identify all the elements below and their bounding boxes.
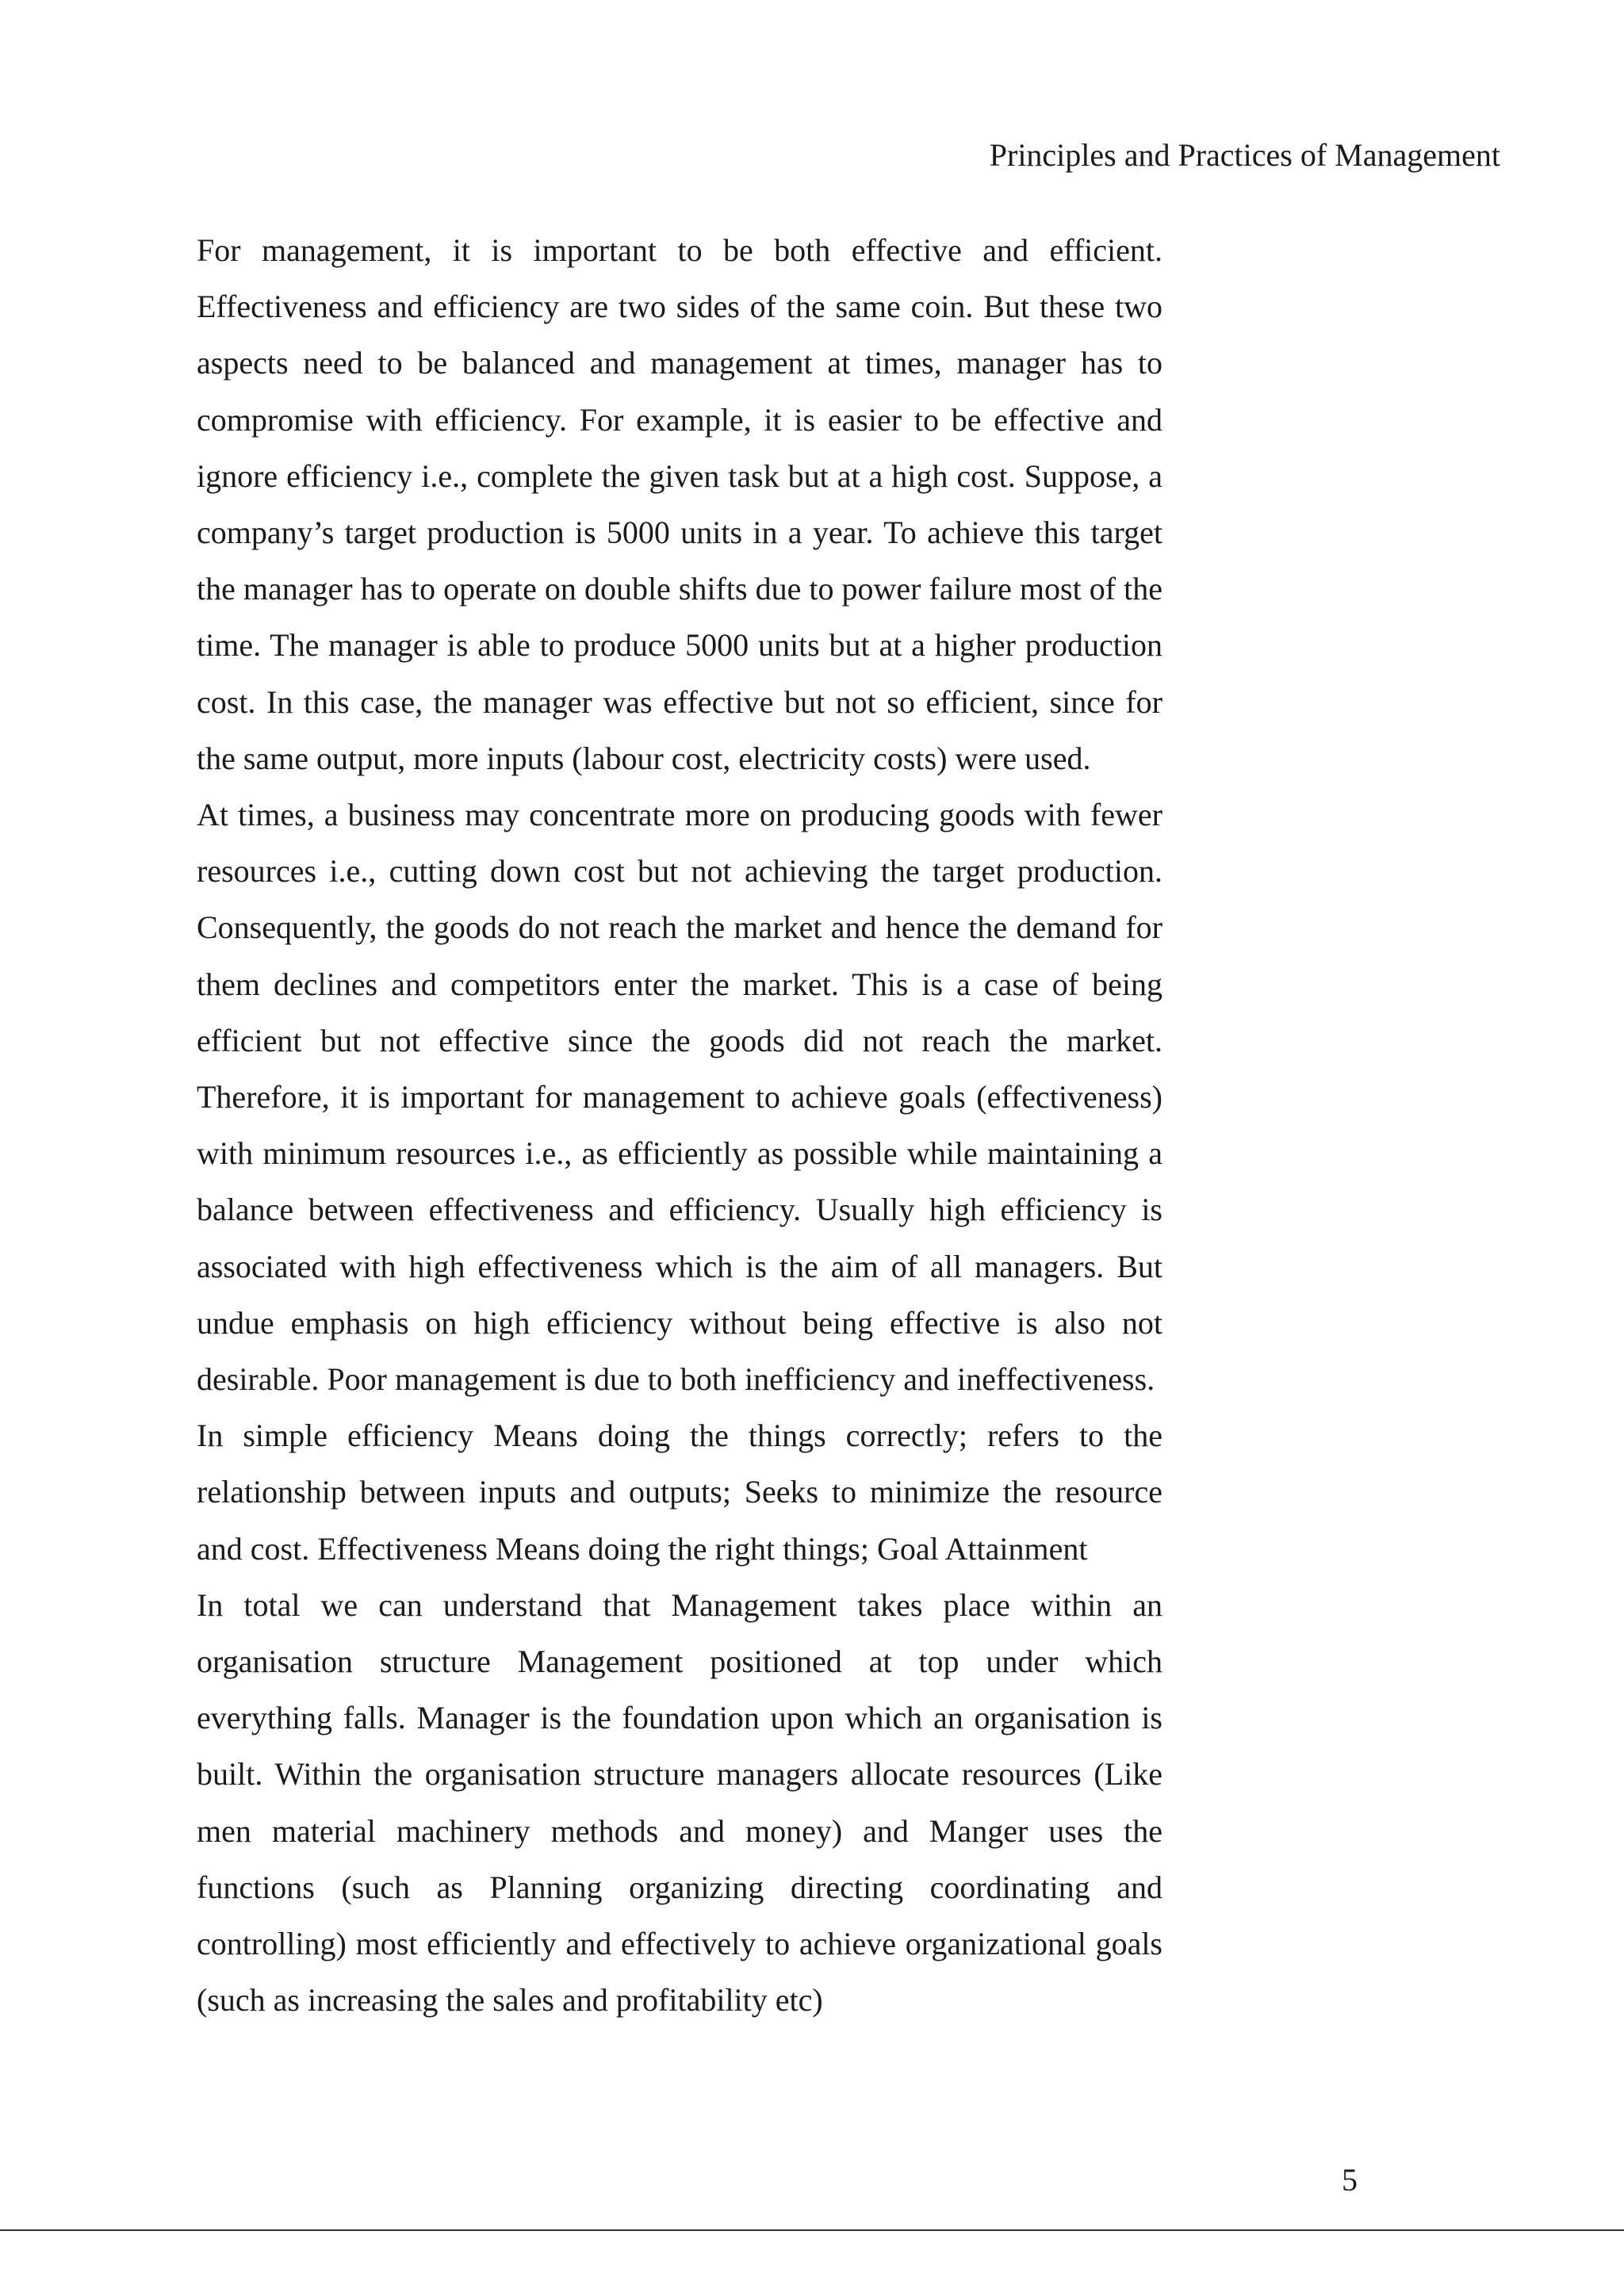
footer-divider: [0, 2229, 1624, 2231]
body-text: [197, 222, 1162, 2029]
paragraph-efficient-not-effective: At times, a business may concentrate more on producing goods with fewer resources i.e., cutting down cost but not achieving the target production. Consequently, the goods do not reach the market and hence the demand for them declines and competitors enter the market. This is a case of being efficient but not effective since the goods did not reach the market. Therefore, it is important for management to achieve goals (effectiveness) with minimum resources i.e., as efficiently as possible while maintaining a balance between effectiveness and efficiency. Usually high efficiency is associated with high effectiveness which is the aim of all managers. But undue emphasis on high efficiency without being effective is also not desirable. Poor management is due to both inefficiency and ineffectiveness.: [197, 797, 1162, 1398]
page-number: 5: [1342, 2162, 1358, 2198]
paragraph-summary: In total we can understand that Management takes place within an organisation structure Management positioned at top under which everything falls. Manager is the foundation upon which an organisation is built. Within the organisation structure managers allocate resources (Like men material machinery methods and money) and Manger uses the functions (such as Planning organizing directing coordinating and controlling) most efficiently and effectively to achieve organizational goals (such as increasing the sales and profitability etc): [197, 1586, 1162, 2019]
running-header: Principles and Practices of Management: [989, 137, 1500, 173]
paragraph-effectiveness-efficiency: For management, it is important to be both effective and efficient. Effectiveness and efficiency are two sides of the same coin. But these two aspects need to be balanced and management at times, manager has to compromise with efficiency. For example, it is easier to be effective and ignore efficiency i.e., complete the given task but at a high cost. Suppose, a company’s target production is 5000 units in a year. To achieve this target the manager has to operate on double shifts due to power failure most of the time. The manager is able to produce 5000 units but at a higher production cost. In this case, the manager was effective but not so efficient, since for the same output, more inputs (labour cost, electricity costs) were used.: [197, 232, 1162, 776]
paragraph-definitions: In simple efficiency Means doing the things correctly; refers to the relationship between inputs and outputs; Seeks to minimize the resource and cost. Effectiveness Means doing the right things; Goal Attainment: [197, 1418, 1162, 1567]
